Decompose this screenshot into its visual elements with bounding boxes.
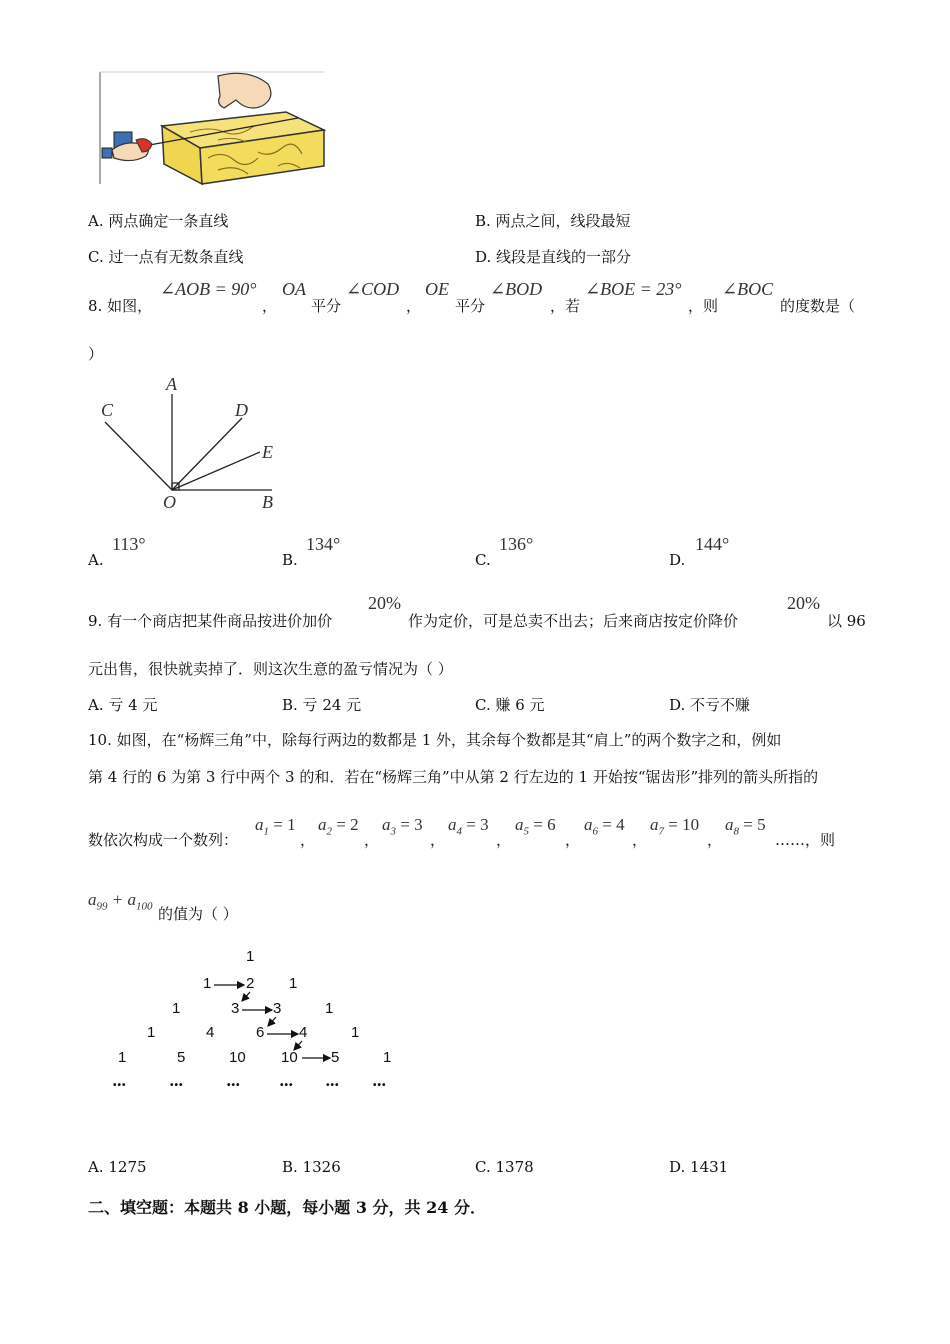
tri-dots-3: •••	[227, 1080, 241, 1091]
q7-option-b: B. 两点之间，线段最短	[475, 212, 631, 230]
q9-option-b: B. 亏 24 元	[282, 696, 362, 714]
label-o: O	[163, 492, 176, 512]
q7-option-c: C. 过一点有无数条直线	[88, 248, 244, 266]
tri-r5-c3: 10	[229, 1049, 246, 1066]
seq-term-6: $a_6 = 4$	[584, 815, 625, 838]
seq-term-2: $a_2 = 2$	[318, 815, 359, 838]
arrow-d2	[242, 992, 250, 1001]
tri-r2-c1: 1	[203, 975, 212, 992]
seq-comma-7: ，	[707, 831, 723, 849]
q8-bisects2: 平分	[455, 297, 486, 315]
q10-option-c: C. 1378	[475, 1158, 534, 1176]
q8-option-a-value: 113°	[112, 534, 146, 554]
tri-dots-5: •••	[326, 1080, 340, 1091]
section2-heading: 二、填空题：本题共 8 小题，每小题 3 分，共 24 分．	[88, 1198, 486, 1217]
q8-close: ）	[88, 345, 104, 363]
q7-option-a: A. 两点确定一条直线	[88, 212, 229, 230]
q8-option-c-value: 136°	[499, 534, 534, 554]
q8-option-b-letter: B.	[282, 551, 298, 569]
tri-r4-c4: 4	[299, 1024, 308, 1041]
tri-r4-c2: 4	[206, 1024, 215, 1041]
tri-r4-c1: 1	[147, 1024, 156, 1041]
seq-comma-1: ，	[300, 831, 316, 849]
q9-part2: 作为定价，可是总卖不出去；后来商店按定价降价	[408, 612, 739, 630]
q8-bisects1: 平分	[311, 297, 342, 315]
q10-line2: 第 4 行的 6 为第 3 行中两个 3 的和．若在“杨辉三角”中从第 2 行左边的 1 开始按“锯齿形”排列的箭头所指的	[88, 768, 819, 786]
tri-r3-c2: 3	[231, 1000, 240, 1017]
label-b: B	[262, 492, 273, 512]
seq-term-1: $a_1 = 1$	[255, 815, 296, 838]
q8-option-c-letter: C.	[475, 551, 491, 569]
q7-option-d: D. 线段是直线的一部分	[475, 248, 632, 266]
seq-term-3: $a_3 = 3$	[382, 815, 423, 838]
q9-option-c: C. 赚 6 元	[475, 696, 545, 714]
q9-part1: 9. 有一个商店把某件商品按进价加价	[88, 612, 333, 630]
seq-term-7: $a_7 = 10$	[650, 815, 700, 838]
q9-option-a: A. 亏 4 元	[88, 696, 158, 714]
seq-comma-5: ，	[565, 831, 581, 849]
q8-sep1: ，	[262, 297, 278, 315]
q10-expression: $a_{99} + a_{100}$	[88, 890, 153, 913]
q10-option-a: A. 1275	[88, 1158, 147, 1176]
q8-sep2: ，	[406, 297, 422, 315]
label-a: A	[166, 374, 177, 394]
q10-line1: 10. 如图，在“杨辉三角”中，除每行两边的数都是 1 外，其余每个数都是其“肩上”的两个数字之和，例如	[88, 731, 782, 749]
arrow-d4	[294, 1041, 302, 1050]
label-d: D	[235, 400, 248, 420]
tri-r5-c2: 5	[177, 1049, 186, 1066]
q8-stem-prefix: 8. 如图，	[88, 297, 153, 315]
q8-ray-oe: OE	[425, 279, 449, 299]
seq-term-4: $a_4 = 3$	[448, 815, 489, 838]
tri-r5-c6: 1	[383, 1049, 392, 1066]
seq-comma-2: ，	[364, 831, 380, 849]
label-c: C	[101, 400, 114, 420]
tri-r5-c1: 1	[118, 1049, 127, 1066]
tri-r3-c3: 3	[273, 1000, 282, 1017]
seq-term-5: $a_5 = 6$	[515, 815, 556, 838]
q8-option-d-value: 144°	[695, 534, 730, 554]
q8-option-a-letter: A.	[88, 551, 104, 569]
q8-angle-boc: ∠BOC	[722, 279, 774, 299]
tri-dots-1: •••	[113, 1080, 127, 1091]
q10-expression-suffix: 的值为（ ）	[158, 905, 238, 923]
tri-r2-c3: 1	[289, 975, 298, 992]
seq-comma-4: ，	[496, 831, 512, 849]
q8-suffix: 的度数是（	[780, 297, 856, 315]
seq-comma-3: ，	[430, 831, 446, 849]
q8-angle-boe: ∠BOE = 23°	[585, 279, 682, 299]
q10-line3-prefix: 数依次构成一个数列：	[88, 831, 239, 849]
q8-angle-aob: ∠AOB = 90°	[160, 279, 257, 299]
seq-term-8: $a_8 = 5$	[725, 815, 766, 838]
arrow-d3	[268, 1017, 276, 1026]
tri-r4-c3: 6	[256, 1024, 265, 1041]
tri-dots-4: •••	[280, 1080, 294, 1091]
q8-angle-cod: ∠COD	[346, 279, 400, 299]
q9-part3: 以 96	[827, 612, 866, 630]
tri-r1-c1: 1	[246, 948, 255, 965]
tri-r5-c4: 10	[281, 1049, 298, 1066]
tri-r3-c4: 1	[325, 1000, 334, 1017]
tri-r5-c5: 5	[331, 1049, 340, 1066]
q8-then: ，则	[688, 297, 719, 315]
tri-r2-c2: 2	[246, 975, 255, 992]
q8-option-b-value: 134°	[306, 534, 341, 554]
tri-dots-6: •••	[373, 1080, 387, 1091]
q10-option-b: B. 1326	[282, 1158, 341, 1176]
tri-r4-c5: 1	[351, 1024, 360, 1041]
q8-if: ，若	[550, 297, 581, 315]
label-e: E	[262, 442, 273, 462]
seq-comma-6: ，	[632, 831, 648, 849]
q9-pct2: 20%	[787, 593, 820, 613]
q10-option-d: D. 1431	[669, 1158, 729, 1176]
seq-ellipsis: ……，则	[775, 831, 836, 849]
q8-angle-bod: ∠BOD	[490, 279, 543, 299]
tri-dots-2: •••	[170, 1080, 184, 1091]
q9-pct1: 20%	[368, 593, 401, 613]
q8-ray-oa: OA	[282, 279, 306, 299]
q9-line2: 元出售，很快就卖掉了．则这次生意的盈亏情况为（ ）	[88, 660, 453, 678]
q9-option-d: D. 不亏不赚	[669, 696, 751, 714]
q8-option-d-letter: D.	[669, 551, 686, 569]
tri-r3-c1: 1	[172, 1000, 181, 1017]
